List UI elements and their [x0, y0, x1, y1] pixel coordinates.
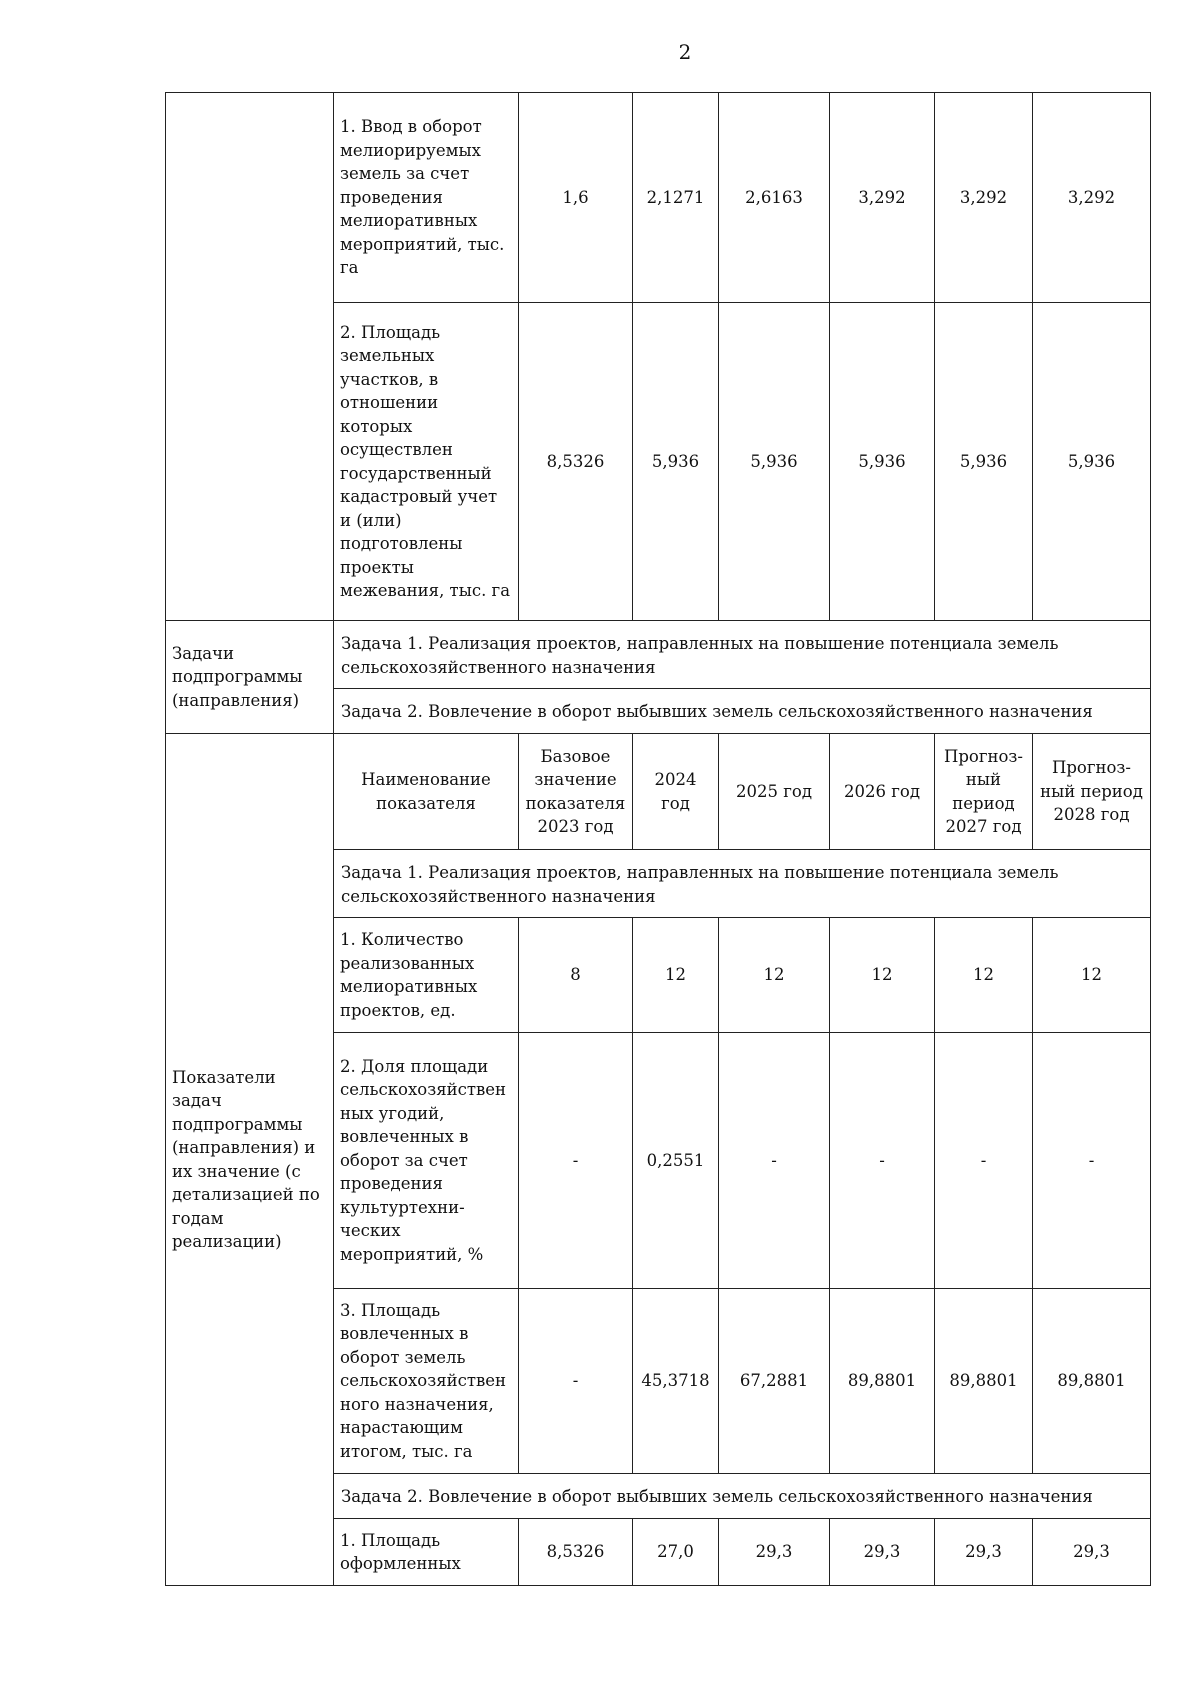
- indicator-name: 1. Количество реализованных мелиоративных проектов, ед.: [334, 918, 519, 1033]
- column-header: Базовое значение показателя 2023 год: [519, 734, 633, 850]
- indicator-name: 2. Площадь земельных участков, в отношении которых осуществлен государственный кадастровый учет и (или) подготовлены проекты межевания, тыс. га: [334, 303, 519, 621]
- program-table: [165, 92, 1151, 1586]
- value-cell: 29,3: [830, 1519, 935, 1586]
- tasks-label: Задачи подпрограммы (направления): [166, 621, 334, 734]
- indicator-name: 1. Ввод в оборот мелиорируемых земель за счет проведения мелиоративных мероприятий, тыс. га: [334, 93, 519, 303]
- value-cell: 3,292: [1033, 93, 1151, 303]
- page-number: 2: [678, 40, 692, 64]
- table-row: [166, 621, 1151, 689]
- indicator-name: 2. Доля площади сельскохозяйствен ных угодий, вовлеченных в оборот за счет проведения культуртехни-ческих мероприятий, %: [334, 1033, 519, 1289]
- indicator-name: 3. Площадь вовлеченных в оборот земель сельскохозяйствен ного назначения, нарастающим итогом, тыс. га: [334, 1289, 519, 1474]
- value-cell: 12: [935, 918, 1033, 1033]
- column-header: 2025 год: [719, 734, 830, 850]
- value-cell: 8,5326: [519, 303, 633, 621]
- value-cell: 89,8801: [1033, 1289, 1151, 1474]
- value-cell: 5,936: [633, 303, 719, 621]
- value-cell: 12: [719, 918, 830, 1033]
- indicator-name: 1. Площадь оформленных: [334, 1519, 519, 1586]
- value-cell: 29,3: [935, 1519, 1033, 1586]
- value-cell: 5,936: [830, 303, 935, 621]
- table-row: [166, 93, 1151, 303]
- value-cell: -: [519, 1033, 633, 1289]
- value-cell: -: [935, 1033, 1033, 1289]
- value-cell: 5,936: [1033, 303, 1151, 621]
- column-header: 2024 год: [633, 734, 719, 850]
- value-cell: 12: [830, 918, 935, 1033]
- value-cell: 3,292: [935, 93, 1033, 303]
- column-header: Прогноз-ный период 2027 год: [935, 734, 1033, 850]
- value-cell: -: [830, 1033, 935, 1289]
- table-row: [166, 734, 1151, 850]
- value-cell: 29,3: [1033, 1519, 1151, 1586]
- value-cell: 5,936: [935, 303, 1033, 621]
- task-1: Задача 1. Реализация проектов, направленных на повышение потенциала земель сельскохозяйственного назначения: [334, 621, 1151, 689]
- task-1-heading: Задача 1. Реализация проектов, направленных на повышение потенциала земель сельскохозяйственного назначения: [334, 850, 1151, 918]
- value-cell: 45,3718: [633, 1289, 719, 1474]
- value-cell: 0,2551: [633, 1033, 719, 1289]
- task-2: Задача 2. Вовлечение в оборот выбывших земель сельскохозяйственного назначения: [334, 689, 1151, 734]
- empty-label-cell: [166, 93, 334, 621]
- value-cell: 2,1271: [633, 93, 719, 303]
- value-cell: -: [519, 1289, 633, 1474]
- value-cell: 1,6: [519, 93, 633, 303]
- value-cell: -: [719, 1033, 830, 1289]
- value-cell: 89,8801: [830, 1289, 935, 1474]
- value-cell: 89,8801: [935, 1289, 1033, 1474]
- task-2-heading: Задача 2. Вовлечение в оборот выбывших земель сельскохозяйственного назначения: [334, 1474, 1151, 1519]
- value-cell: 27,0: [633, 1519, 719, 1586]
- value-cell: 12: [633, 918, 719, 1033]
- column-header: 2026 год: [830, 734, 935, 850]
- value-cell: 29,3: [719, 1519, 830, 1586]
- value-cell: 8: [519, 918, 633, 1033]
- value-cell: -: [1033, 1033, 1151, 1289]
- value-cell: 2,6163: [719, 93, 830, 303]
- indicators-label: Показатели задач подпрограммы (направления) и их значение (с детализацией по годам реализации): [166, 734, 334, 1586]
- value-cell: 12: [1033, 918, 1151, 1033]
- value-cell: 3,292: [830, 93, 935, 303]
- value-cell: 8,5326: [519, 1519, 633, 1586]
- column-header: Наименование показателя: [334, 734, 519, 850]
- column-header: Прогноз-ный период 2028 год: [1033, 734, 1151, 850]
- value-cell: 67,2881: [719, 1289, 830, 1474]
- value-cell: 5,936: [719, 303, 830, 621]
